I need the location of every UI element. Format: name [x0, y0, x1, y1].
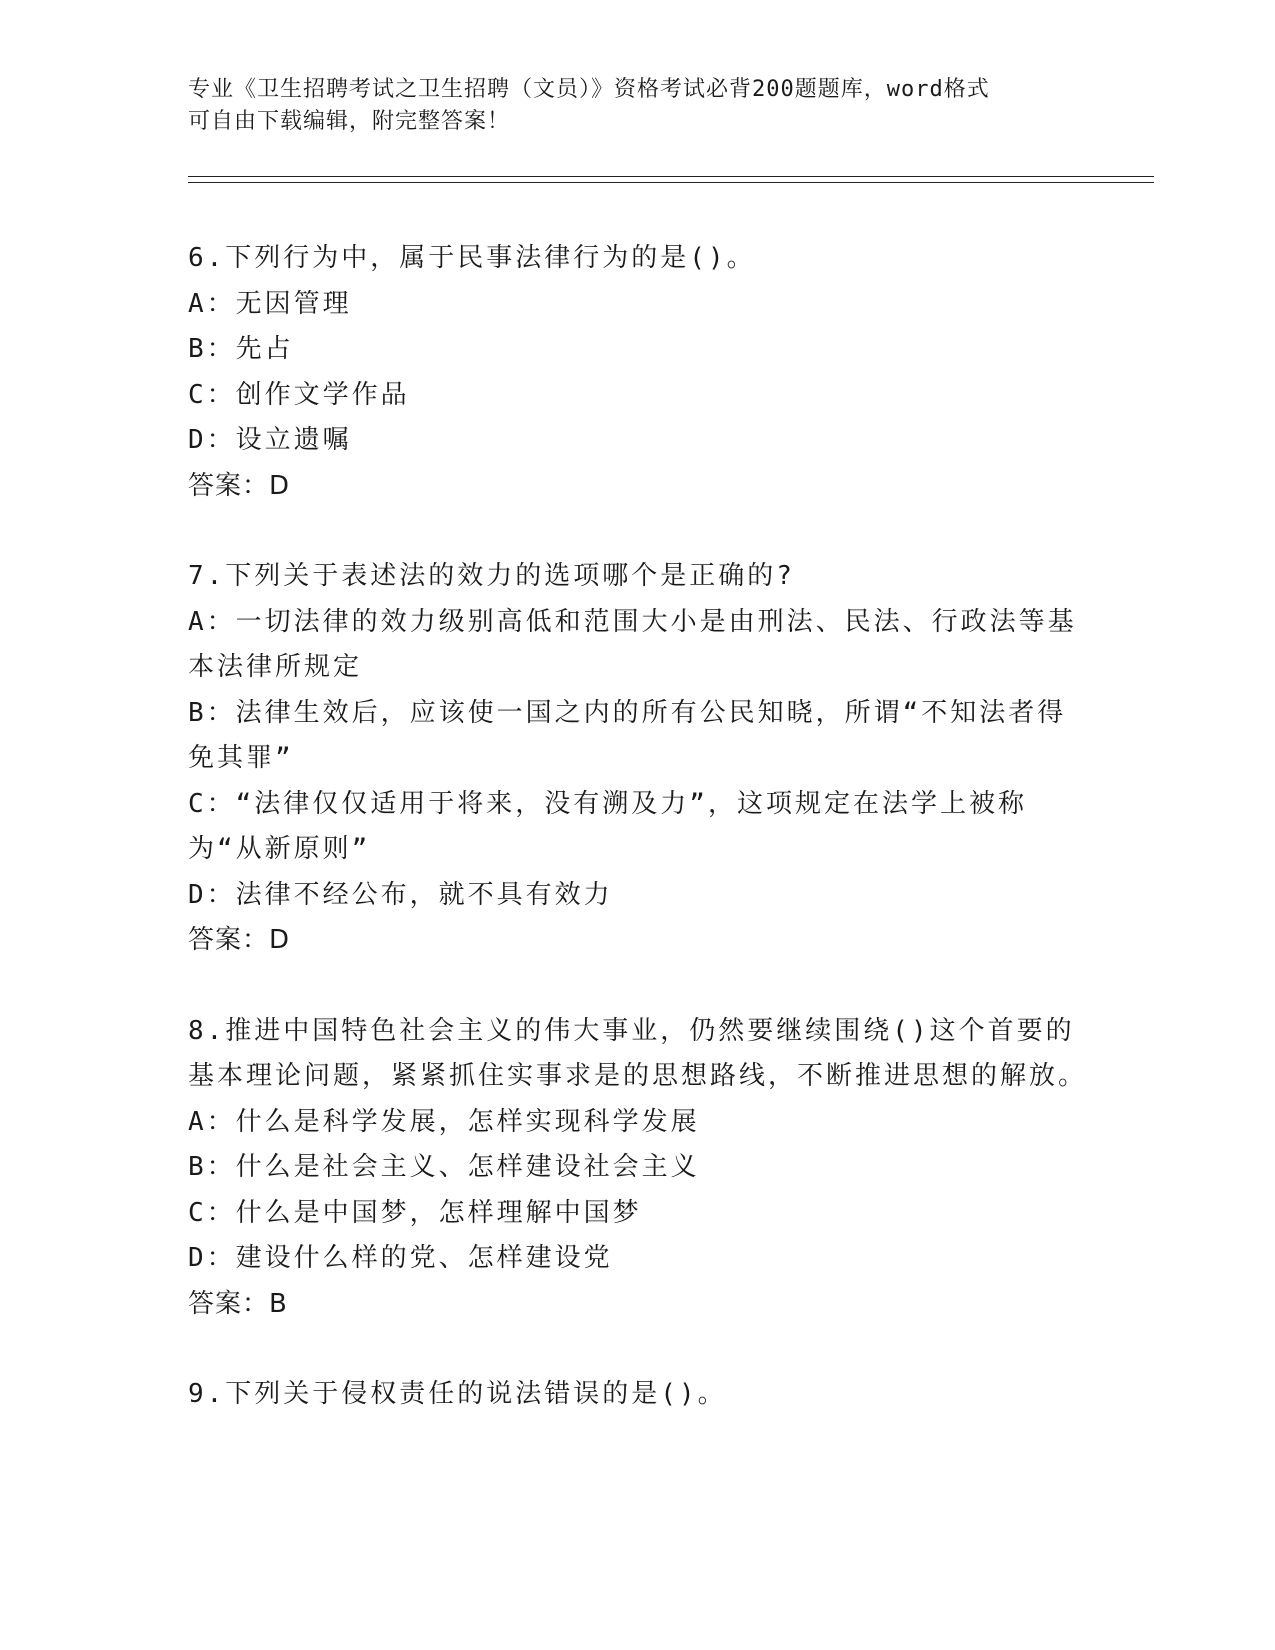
question-8 [188, 1009, 1088, 1328]
option-c: C：创作文学作品 [188, 379, 410, 410]
option-b: B：什么是社会主义、怎样建设社会主义 [188, 1152, 700, 1182]
question-text: 8.推进中国特色社会主义的伟大事业，仍然要继续围绕()这个首要的基本理论问题，紧紧抓住实事求是的思想路线，不断推进思想的解放。 [188, 1015, 1088, 1091]
option-d: D：建设什么样的党、怎样建设党 [188, 1243, 613, 1273]
option-b: B：先占 [188, 334, 294, 364]
header-line-2: 可自由下载编辑，附完整答案！ [188, 109, 511, 134]
option-d: D：设立遗嘱 [188, 425, 352, 455]
document-header [188, 74, 1068, 138]
answer-label: 答案：D [188, 470, 291, 501]
option-a: A：什么是科学发展，怎样实现科学发展 [188, 1106, 700, 1137]
answer-label: 答案：B [188, 1288, 288, 1319]
question-7 [188, 554, 1088, 964]
header-rule-bottom [188, 182, 1154, 183]
header-line-1: 专业《卫生招聘考试之卫生招聘（文员）》资格考试必背200题题库，word格式 [188, 77, 990, 102]
question-text: 9.下列关于侵权责任的说法错误的是()。 [188, 1379, 727, 1409]
answer-label: 答案：D [188, 925, 291, 955]
option-b: B：法律生效后，应该使一国之内的所有公民知晓，所谓“不知法者得免其罪” [188, 697, 1067, 773]
question-9 [188, 1372, 1088, 1418]
option-d: D：法律不经公布，就不具有效力 [188, 879, 613, 910]
option-c: C：“法律仅仅适用于将来，没有溯及力”，这项规定在法学上被称为“从新原则” [188, 788, 1027, 864]
option-c: C：什么是中国梦，怎样理解中国梦 [188, 1197, 642, 1228]
question-text: 7.下列关于表述法的效力的选项哪个是正确的? [188, 561, 795, 591]
question-6 [188, 236, 1088, 509]
header-rule-top [188, 176, 1154, 177]
option-a: A：一切法律的效力级别高低和范围大小是由刑法、民法、行政法等基本法律所规定 [188, 606, 1077, 682]
question-text: 6.下列行为中，属于民事法律行为的是()。 [188, 243, 756, 273]
question-list [188, 236, 1088, 1463]
option-a: A：无因管理 [188, 288, 352, 319]
